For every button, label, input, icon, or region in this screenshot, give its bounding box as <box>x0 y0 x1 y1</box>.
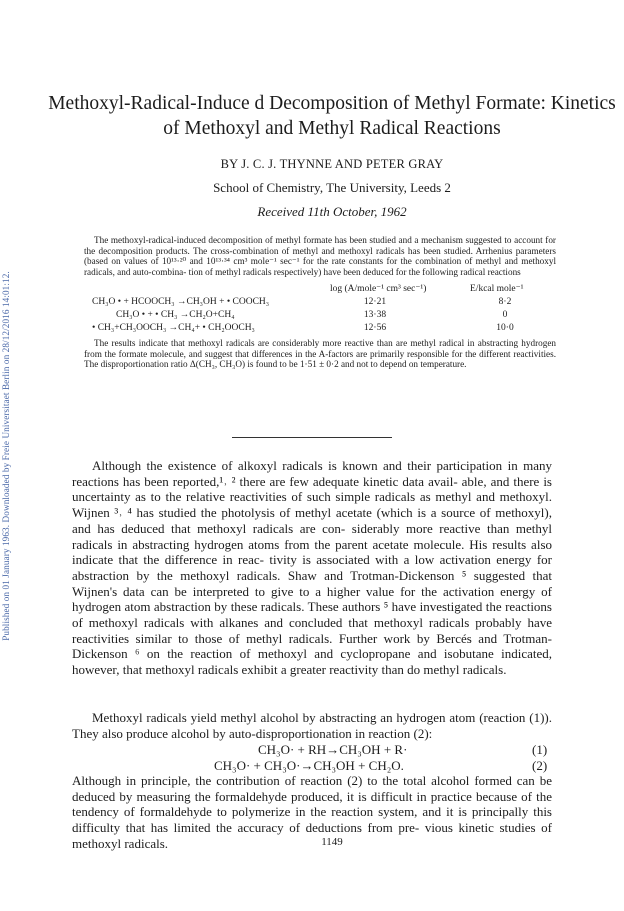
body-paragraph-1: Although the existence of alkoxyl radicals is known and their participation in many reactions has been reported,¹˒ ² there are few adequate kinetic data avail- able, and there is uncertainty as to the relative reactivities of such simple radicals as methyl and methoxyl. Wijnen ³˒ ⁴ has studied the photolysis of methyl acetate (which is a source of methoxyl), and has deduced that methoxyl radicals are con- siderably more reactive than methyl radicals in abstracting hydrogen atoms from the parent acetate molecule. His results also indicate that the difference in reac- tivity is associated with a low activation energy for abstraction by the methoxyl radicals. Shaw and Trotman-Dickenson ⁵ suggested that Wijnen's data can be interpreted to give to a higher value for the activation energy of hydrogen atom abstraction by these radicals. These authors ⁵ have investigated the reactions of methoxyl radicals with alkanes and concluded that methoxyl radicals probably have reactivities similar to those of methyl radicals. Further work by Bercés and Trotman-Dickenson ⁶ on the reaction of methoxyl and cyclopropane and isobutane indicated, however, that methoxyl radicals exhibit a greater reactivity than do methyl radicals. <box>72 458 552 678</box>
download-stamp-text: Published on 01 January 1963. Downloaded by Freie Universitaet Berlin on 28/12/2016 14:01:12. <box>1 270 12 641</box>
reaction-row-2-log: 13·38 <box>363 310 387 320</box>
equation-1: CH₃O· + RH→CH₃OH + R· <box>258 742 408 757</box>
equation-1-number: (1) <box>532 742 548 757</box>
table-header-log-a: log (A/mole⁻¹ cm³ sec⁻¹) <box>330 284 427 294</box>
reaction-row-2-e: 0 <box>502 310 508 320</box>
affiliation: School of Chemistry, The University, Leeds 2 <box>213 180 451 195</box>
reaction-row-3: • CH₃+CH₃OOCH₃ →CH₄+ • CH₂OOCH₃ <box>92 323 255 333</box>
reaction-row-3-e: 10·0 <box>496 323 514 333</box>
paper-title: Methoxyl-Radical-Induce d Decomposition of Methyl Formate: Kinetics of Methoxyl and Methyl Radical Reactions <box>48 93 616 139</box>
abstract-part-2 <box>84 338 556 370</box>
section-divider <box>232 437 392 438</box>
body-paragraph-3: Although in principle, the contribution of reaction (2) to the total alcohol formed can be deduced by measuring the formaldehyde produced, it is difficult in practice because of the tendency of formaldehyde to polymerize in the reaction system, and it is principally this difficulty that has limited the accuracy of deductions from pre- vious kinetic studies of methoxyl radicals. <box>72 773 552 851</box>
reaction-row-1-e: 8·2 <box>498 297 512 307</box>
reaction-row-2: CH₃O • + • CH₃ →CH₂O+CH₄ <box>116 310 235 320</box>
abstract-part-1 <box>84 235 556 277</box>
download-stamp <box>0 0 14 911</box>
reaction-row-3-log: 12·56 <box>363 323 387 333</box>
reaction-row-1-log: 12·21 <box>363 297 387 307</box>
authors: BY J. C. J. THYNNE AND PETER GRAY <box>220 157 444 171</box>
received-date: Received 11th October, 1962 <box>257 204 407 219</box>
table-header-e: E/kcal mole⁻¹ <box>470 284 524 294</box>
body-paragraph-2: Methoxyl radicals yield methyl alcohol by abstracting an hydrogen atom (reaction (1)). They also produce alcohol by auto-disproportionation in reaction (2): <box>72 710 552 741</box>
reaction-row-1: CH₃O • + HCOOCH₃ →CH₃OH + • COOCH₃ <box>92 297 270 307</box>
abstract-text-2: The results indicate that methoxyl radicals are considerably more reactive than are methyl radical in abstracting hydrogen from the formate molecule, and suggest that differences in the A-factors are primarily responsible for the different reactivities. The disproportionation ratio Δ(CH₃, CH₃O) is found to be 1·51 ± 0·2 and not to depend on temperature. <box>84 338 556 369</box>
equation-2-number: (2) <box>532 758 548 773</box>
abstract-text-1: The methoxyl-radical-induced decomposition of methyl formate has been studied and a mechanism suggested to account for the decomposition products. The cross-combination of methyl and methoxyl radicals has been studied. Arrhenius parameters (based on values of 10¹³·²⁰ and 10¹³·³⁴ cm³ mole⁻¹ sec⁻¹ for the rate constants for the combination of methyl and methoxyl radicals, and auto-combina- tion of methyl radicals respectively) have been deduced for the following radical reactions <box>84 235 556 277</box>
equation-2: CH₃O· + CH₃O·→CH₃OH + CH₂O. <box>214 758 404 773</box>
page-number: 1149 <box>321 836 343 848</box>
